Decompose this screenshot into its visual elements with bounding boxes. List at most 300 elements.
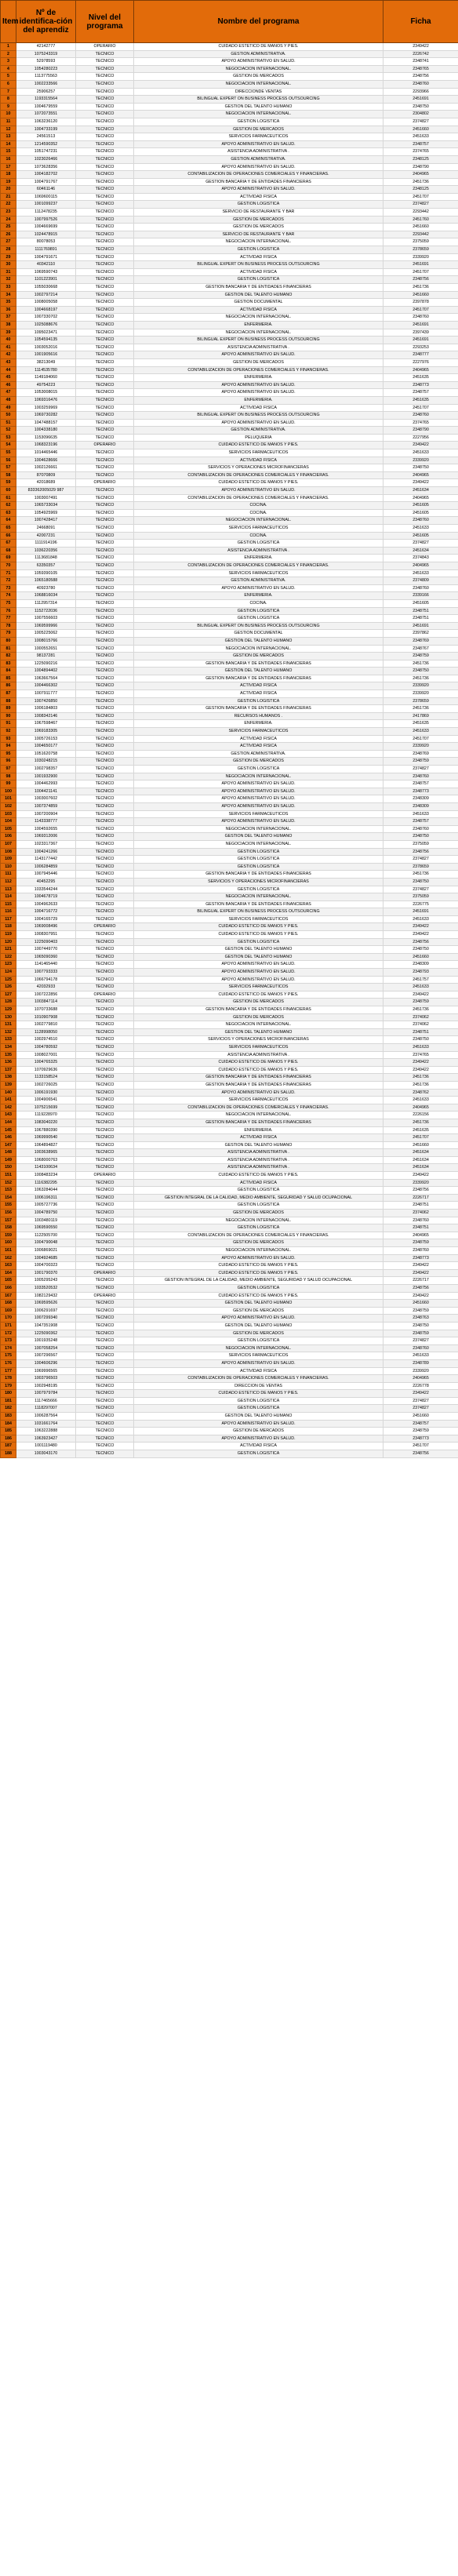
row-ficha: 2451660: [383, 224, 458, 231]
table-row: [1, 525, 458, 533]
row-ficha: 2348793: [383, 969, 458, 977]
row-ficha: 2348751: [383, 1224, 458, 1232]
row-program: GESTION DE MERCADOS: [134, 224, 383, 231]
row-program: ASISTENCIA ADMINISTRATIVA .: [134, 1164, 383, 1172]
row-id: 1004182702: [16, 171, 76, 179]
row-ficha: 2293442: [383, 231, 458, 238]
header-item: Item: [1, 1, 16, 43]
table-row: [1, 1277, 458, 1285]
row-item: 145: [1, 1126, 16, 1134]
row-program: PELUQUERIA: [134, 434, 383, 442]
row-ficha: 2451634: [383, 1164, 458, 1172]
row-id: 1143338777: [16, 818, 76, 826]
row-program: CUIDADO ESTETICO DE MANOS Y PIES.: [134, 43, 383, 51]
row-ficha: 2348759: [383, 1307, 458, 1315]
table-row: [1, 509, 458, 517]
row-level: TECNICO: [76, 946, 134, 954]
row-level: TECNICO: [76, 133, 134, 141]
row-id: 1001099237: [16, 201, 76, 209]
row-program: SERVICIOS FARMACEUTICOS: [134, 1043, 383, 1051]
row-program: CONTABILIZACION DE OPERACIONES COMERCIALES Y FINANCIERAS.: [134, 1375, 383, 1383]
row-item: 175: [1, 1352, 16, 1360]
row-ficha: 2451660: [383, 291, 458, 299]
row-level: TECNICO: [76, 1239, 134, 1247]
row-item: 15: [1, 148, 16, 156]
row-item: 95: [1, 750, 16, 758]
table-row: [1, 607, 458, 615]
row-program: APOYO ADMINISTRATIVO EN SALUD.: [134, 163, 383, 171]
row-item: 1: [1, 43, 16, 51]
row-program: ENFERMERIA.: [134, 720, 383, 728]
row-id: 1007296567: [16, 1352, 76, 1360]
row-level: TECNICO: [76, 615, 134, 623]
row-program: GESTION DEL TALENTO HUMANO: [134, 833, 383, 841]
table-row: [1, 1405, 458, 1413]
row-ficha: 2348757: [383, 389, 458, 397]
table-row: [1, 404, 458, 412]
row-item: 102: [1, 802, 16, 810]
row-program: GESTION DOCUMENTAL: [134, 299, 383, 307]
row-id: 1014465446: [16, 449, 76, 457]
row-level: TECNICO: [76, 246, 134, 254]
row-level: TECNICO: [76, 1435, 134, 1443]
row-item: 165: [1, 1277, 16, 1285]
row-item: 37: [1, 314, 16, 322]
row-ficha: 2451635: [383, 396, 458, 404]
row-id: 1007945446: [16, 871, 76, 879]
row-program: CUIDADO ESTETICO DE MANOS Y PIES.: [134, 1292, 383, 1300]
table-row: [1, 893, 458, 901]
row-id: 1111769891: [16, 246, 76, 254]
table-row: [1, 976, 458, 984]
row-ficha: 2374809: [383, 577, 458, 585]
row-id: 1023317367: [16, 840, 76, 848]
row-item: 114: [1, 893, 16, 901]
row-level: TECNICO: [76, 735, 134, 743]
table-row: [1, 1066, 458, 1074]
row-id: 1143100634: [16, 1164, 76, 1172]
table-row: [1, 1337, 458, 1345]
row-item: 139: [1, 1081, 16, 1089]
row-level: TECNICO: [76, 637, 134, 645]
row-program: GESTION BANCARIA Y DE ENTIDADES FINANCIERAS: [134, 1119, 383, 1126]
row-item: 38: [1, 321, 16, 329]
row-id: 1025088676: [16, 321, 76, 329]
row-ficha: 2397439: [383, 329, 458, 337]
row-item: 137: [1, 1066, 16, 1074]
row-ficha: 2451691: [383, 908, 458, 916]
row-item: 185: [1, 1428, 16, 1435]
row-id: 1069008496: [16, 923, 76, 931]
row-item: 98: [1, 773, 16, 780]
row-item: 42: [1, 351, 16, 359]
row-program: CONTABILIZACION DE OPERACIONES COMERCIALES Y FINANCIERAS.: [134, 471, 383, 479]
table-row: [1, 547, 458, 555]
table-row: [1, 1344, 458, 1352]
row-id: 1075215699: [16, 1104, 76, 1112]
row-item: 120: [1, 938, 16, 946]
row-id: 1004668197: [16, 306, 76, 314]
table-row: [1, 825, 458, 833]
row-program: GESTION DE MERCADOS: [134, 73, 383, 81]
row-program: DIRECCIONDE VENTAS: [134, 88, 383, 96]
row-item: 7: [1, 88, 16, 96]
row-level: TECNICO: [76, 802, 134, 810]
row-level: TECNICO: [76, 999, 134, 1006]
table-row: [1, 953, 458, 961]
row-id: 1119228970: [16, 1112, 76, 1119]
row-ficha: 2349422: [383, 1390, 458, 1398]
row-program: CUIDADO ESTETICO DE MANOS Y PIES.: [134, 1059, 383, 1067]
row-level: TECNICO: [76, 96, 134, 104]
row-ficha: 2348790: [383, 163, 458, 171]
table-row: [1, 999, 458, 1006]
row-id: 1004669699: [16, 224, 76, 231]
row-item: 25: [1, 224, 16, 231]
row-program: NEGOCIACION INTERNACIONAL.: [134, 773, 383, 780]
row-level: TECNICO: [76, 344, 134, 351]
row-item: 179: [1, 1382, 16, 1390]
row-item: 92: [1, 728, 16, 736]
row-program: CONTABILIZACION DE OPERACIONES COMERCIALES Y FINANCIERAS.: [134, 1232, 383, 1239]
row-ficha: 2451660: [383, 1300, 458, 1308]
row-id: 1122505700: [16, 1232, 76, 1239]
table-row: [1, 766, 458, 773]
row-id: 1004789750: [16, 1210, 76, 1217]
row-level: TECNICO: [76, 584, 134, 592]
table-row: [1, 743, 458, 751]
table-row: [1, 780, 458, 788]
row-program: BILINGUAL EXPERT ON BUSINESS PROCESS OUTSOURCING: [134, 261, 383, 269]
row-item: 103: [1, 810, 16, 818]
row-program: COCINA.: [134, 599, 383, 607]
row-item: 158: [1, 1224, 16, 1232]
row-id: 1004462993: [16, 780, 76, 788]
row-program: GESTION INTEGRAL DE LA CALIDAD, MEDIO AMBIENTE, SEGURIDAD Y SALUD OCUPACIONAL: [134, 1277, 383, 1285]
row-level: TECNICO: [76, 337, 134, 344]
row-program: SERVICIOS FARMACEUTICOS: [134, 525, 383, 533]
row-ficha: 2348765: [383, 65, 458, 73]
row-ficha: 2227976: [383, 358, 458, 366]
row-level: TECNICO: [76, 73, 134, 81]
row-item: 65: [1, 525, 16, 533]
row-level: TECNICO: [76, 1224, 134, 1232]
row-ficha: 2348760: [383, 80, 458, 88]
row-item: 54: [1, 442, 16, 449]
row-item: 112: [1, 878, 16, 886]
table-row: [1, 396, 458, 404]
row-id: 1118297007: [16, 1405, 76, 1413]
row-id: 1005225062: [16, 630, 76, 638]
row-ficha: 2348750: [383, 833, 458, 841]
row-item: 96: [1, 758, 16, 766]
row-program: GESTION DEL TALENTO HUMANO: [134, 668, 383, 675]
row-id: 1004765325: [16, 1059, 76, 1067]
row-item: 83: [1, 660, 16, 668]
row-program: BILINGUAL EXPERT ON BUSINESS PROCESS OUTSOURCING: [134, 412, 383, 420]
row-id: 1063667564: [16, 675, 76, 682]
row-ficha: 2348750: [383, 464, 458, 472]
row-ficha: 2348760: [383, 1217, 458, 1224]
row-ficha: 2451635: [383, 1126, 458, 1134]
table-row: [1, 261, 458, 269]
row-program: CUIDADO ESTETICO DE MANOS Y PIES.: [134, 1066, 383, 1074]
row-ficha: 2348769: [383, 637, 458, 645]
row-ficha: 2339920: [383, 743, 458, 751]
row-ficha: 2451660: [383, 126, 458, 133]
row-ficha: 2293442: [383, 209, 458, 216]
row-item: 21: [1, 193, 16, 201]
row-ficha: 2226778: [383, 1382, 458, 1390]
row-id: 1007556603: [16, 615, 76, 623]
row-ficha: 2339920: [383, 1179, 458, 1187]
row-level: TECNICO: [76, 412, 134, 420]
row-program: GESTION LOGISTICA: [134, 1224, 383, 1232]
row-id: 1069590743: [16, 268, 76, 276]
row-program: GESTION LOGISTICA: [134, 1202, 383, 1210]
row-program: SERVICIO DE RESTAURANTE Y BAR: [134, 209, 383, 216]
row-ficha: 2451605: [383, 599, 458, 607]
row-level: TECNICO: [76, 253, 134, 261]
row-level: TECNICO: [76, 216, 134, 224]
table-row: [1, 1428, 458, 1435]
table-row: [1, 1043, 458, 1051]
row-program: GESTION DE MERCADOS: [134, 1428, 383, 1435]
row-ficha: 2451691: [383, 261, 458, 269]
table-row: [1, 1051, 458, 1059]
row-ficha: 2451707: [383, 306, 458, 314]
row-item: 129: [1, 1006, 16, 1014]
row-level: TECNICO: [76, 1359, 134, 1367]
row-id: 1063284044: [16, 1187, 76, 1195]
row-level: TECNICO: [76, 381, 134, 389]
table-row: [1, 419, 458, 427]
row-level: TECNICO: [76, 487, 134, 495]
row-id: 1225090216: [16, 660, 76, 668]
row-ficha: 2451707: [383, 404, 458, 412]
table-row: [1, 65, 458, 73]
row-level: TECNICO: [76, 645, 134, 653]
row-id: 1000552651: [16, 645, 76, 653]
row-level: TECNICO: [76, 1247, 134, 1255]
row-id: 1004338180: [16, 427, 76, 435]
row-level: TECNICO: [76, 434, 134, 442]
row-id: 1003052016: [16, 344, 76, 351]
table-row: [1, 584, 458, 592]
row-level: TECNICO: [76, 901, 134, 908]
row-ficha: 2451633: [383, 915, 458, 923]
row-level: TECNICO: [76, 1307, 134, 1315]
row-ficha: 2348759: [383, 1239, 458, 1247]
row-ficha: 2374827: [383, 1397, 458, 1405]
table-row: [1, 1390, 458, 1398]
row-ficha: 2348760: [383, 1247, 458, 1255]
row-id: 1002797214: [16, 291, 76, 299]
row-level: TECNICO: [76, 1367, 134, 1375]
row-level: TECNICO: [76, 299, 134, 307]
row-ficha: 2451633: [383, 449, 458, 457]
row-ficha: 2293253: [383, 344, 458, 351]
table-row: [1, 201, 458, 209]
row-id: 1069990540: [16, 1134, 76, 1142]
row-ficha: 2226717: [383, 1277, 458, 1285]
row-id: 1065733034: [16, 502, 76, 510]
row-ficha: 2451635: [383, 374, 458, 382]
table-row: [1, 735, 458, 743]
table-row: [1, 788, 458, 795]
row-program: CUIDADO ESTETICO DE MANOS Y PIES.: [134, 991, 383, 999]
row-ficha: 2404965: [383, 471, 458, 479]
row-ficha: 2226742: [383, 50, 458, 58]
row-level: TECNICO: [76, 517, 134, 525]
row-level: TECNICO: [76, 1006, 134, 1014]
row-ficha: 2348750: [383, 1322, 458, 1330]
row-id: 1006869021: [16, 1247, 76, 1255]
row-program: BILINGUAL EXPERT ON BUSINESS PROCESS OUTSOURCING: [134, 908, 383, 916]
row-ficha: 2404965: [383, 366, 458, 374]
row-id: 1075243319: [16, 50, 76, 58]
row-program: GESTION LOGISTICA: [134, 856, 383, 864]
row-ficha: 2348756: [383, 938, 458, 946]
row-id: 1069316476: [16, 396, 76, 404]
row-id: 1069996565: [16, 1367, 76, 1375]
table-row: [1, 1224, 458, 1232]
row-id: 60461146: [16, 186, 76, 194]
row-ficha: 2451736: [383, 1119, 458, 1126]
row-program: GESTION LOGISTICA: [134, 766, 383, 773]
table-row: [1, 1006, 458, 1014]
table-row: [1, 1179, 458, 1187]
row-ficha: 2374843: [383, 555, 458, 562]
row-ficha: 2451760: [383, 216, 458, 224]
row-program: APOYO ADMINISTRATIVO EN SALUD.: [134, 969, 383, 977]
row-item: 66: [1, 532, 16, 540]
row-program: ASISTENCIA ADMINISTRATIVA .: [134, 547, 383, 555]
row-level: OPERARIO: [76, 442, 134, 449]
row-level: TECNICO: [76, 833, 134, 841]
table-row: [1, 1375, 458, 1383]
row-level: TECNICO: [76, 540, 134, 548]
row-program: NEGOCIACION INTERNACIONAL.: [134, 329, 383, 337]
row-level: TECNICO: [76, 525, 134, 533]
row-ficha: 2451707: [383, 1443, 458, 1450]
table-row: [1, 615, 458, 623]
table-row: [1, 555, 458, 562]
row-id: 1069595626: [16, 1300, 76, 1308]
row-program: CONTABILIZACION DE OPERACIONES COMERCIALES Y FINANCIERAS.: [134, 171, 383, 179]
row-level: OPERARIO: [76, 1269, 134, 1277]
row-ficha: 2451691: [383, 321, 458, 329]
table-row: [1, 133, 458, 141]
row-program: COCINA.: [134, 502, 383, 510]
table-row: [1, 442, 458, 449]
table-row: [1, 991, 458, 999]
row-program: NEGOCIACION INTERNACIONAL.: [134, 1344, 383, 1352]
row-ficha: 2404965: [383, 1375, 458, 1383]
row-program: GESTION LOGISTICA: [134, 540, 383, 548]
row-level: TECNICO: [76, 780, 134, 788]
row-item: 55: [1, 449, 16, 457]
row-ficha: 2374765: [383, 1051, 458, 1059]
row-item: 30: [1, 261, 16, 269]
row-item: 31: [1, 268, 16, 276]
row-level: TECNICO: [76, 660, 134, 668]
table-row: [1, 306, 458, 314]
row-program: ASISTENCIA ADMINISTRATIVA .: [134, 344, 383, 351]
row-ficha: 2397878: [383, 299, 458, 307]
row-item: 11: [1, 118, 16, 126]
row-level: TECNICO: [76, 1420, 134, 1428]
row-item: 135: [1, 1051, 16, 1059]
row-item: 125: [1, 976, 16, 984]
table-row: [1, 1036, 458, 1044]
row-item: 164: [1, 1269, 16, 1277]
row-item: 46: [1, 381, 16, 389]
row-id: 1004628666: [16, 457, 76, 464]
row-id: 1069599966: [16, 622, 76, 630]
row-id: 1008307951: [16, 931, 76, 939]
table-row: [1, 532, 458, 540]
row-level: TECNICO: [76, 449, 134, 457]
row-program: GESTION DE MERCADOS: [134, 758, 383, 766]
row-id: 63350357: [16, 562, 76, 569]
table-row: [1, 750, 458, 758]
row-program: GESTION LOGISTICA: [134, 1187, 383, 1195]
row-level: TECNICO: [76, 163, 134, 171]
row-level: TECNICO: [76, 58, 134, 66]
row-level: TECNICO: [76, 856, 134, 864]
row-level: TECNICO: [76, 80, 134, 88]
row-item: 84: [1, 668, 16, 675]
table-row: [1, 449, 458, 457]
row-item: 99: [1, 780, 16, 788]
row-ficha: 2226717: [383, 1194, 458, 1202]
row-program: GESTION BANCARIA Y DE ENTIDADES FINANCIERAS: [134, 901, 383, 908]
row-ficha: 2348756: [383, 1284, 458, 1292]
table-row: [1, 1239, 458, 1247]
row-item: 162: [1, 1254, 16, 1262]
row-ficha: 2451634: [383, 1156, 458, 1164]
table-row: [1, 577, 458, 585]
row-program: APOYO ADMINISTRATIVO EN SALUD.: [134, 584, 383, 592]
row-level: TECNICO: [76, 238, 134, 246]
row-ficha: 2348759: [383, 999, 458, 1006]
row-level: TECNICO: [76, 1187, 134, 1195]
row-ficha: 2349422: [383, 1059, 458, 1067]
row-level: TECNICO: [76, 705, 134, 713]
row-item: 115: [1, 901, 16, 908]
row-id: 1007426850: [16, 697, 76, 705]
table-row: [1, 163, 458, 171]
row-ficha: 2348760: [383, 773, 458, 780]
table-row: [1, 690, 458, 698]
table-row: [1, 984, 458, 991]
row-program: GESTION BANCARIA Y DE ENTIDADES FINANCIERAS: [134, 284, 383, 292]
table-row: [1, 58, 458, 66]
row-program: GESTION LOGISTICA: [134, 1405, 383, 1413]
row-id: 1054594135: [16, 337, 76, 344]
row-id: 1004894402: [16, 668, 76, 675]
row-level: TECNICO: [76, 773, 134, 780]
row-level: TECNICO: [76, 389, 134, 397]
row-item: 181: [1, 1397, 16, 1405]
table-row: [1, 1367, 458, 1375]
row-level: TECNICO: [76, 1262, 134, 1270]
table-row: [1, 148, 458, 156]
row-item: 123: [1, 961, 16, 969]
row-item: 5: [1, 73, 16, 81]
table-row: [1, 464, 458, 472]
